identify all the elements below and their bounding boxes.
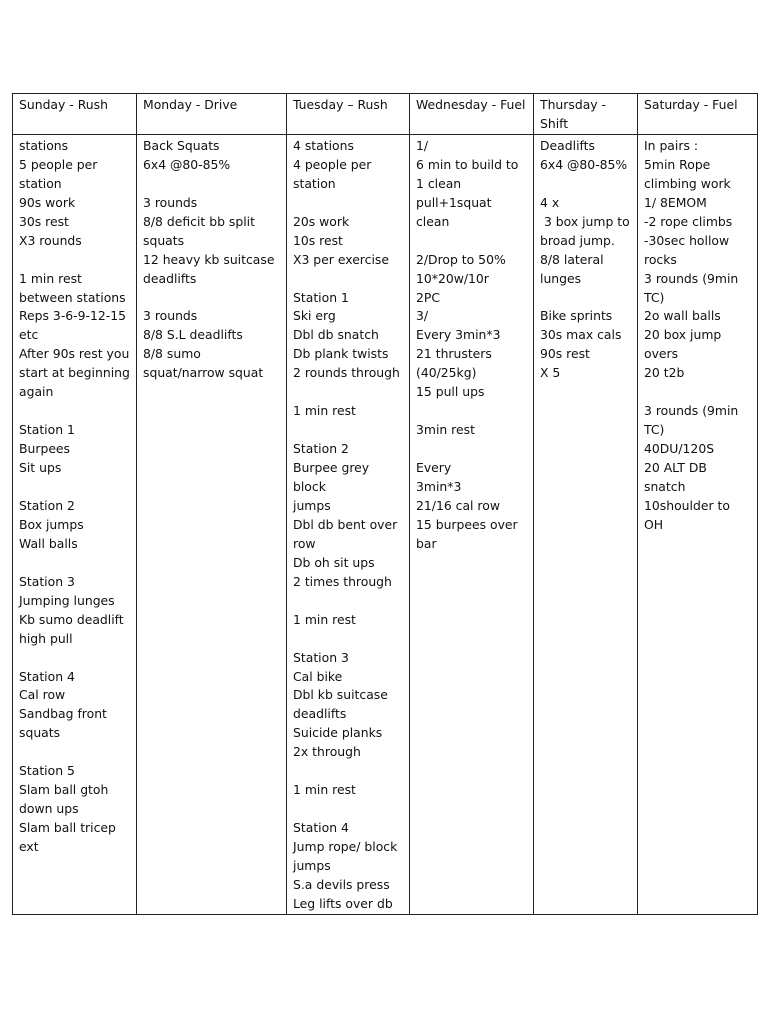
workout-line (19, 649, 130, 668)
workout-line (416, 440, 527, 459)
workout-line: ext (19, 839, 39, 855)
workout-line: Bike sprints (540, 308, 613, 324)
workout-line: Box jumps (19, 516, 84, 532)
workout-line: Deadlifts (540, 137, 595, 153)
header-sunday: Sunday - Rush (13, 94, 137, 135)
workout-line: Burpees (19, 441, 71, 457)
workout-line: 15 burpees over (416, 516, 518, 532)
workout-line (143, 175, 280, 194)
workout-line: 8/8 deficit bb split (143, 213, 255, 229)
workout-line: Kb sumo deadlift (19, 611, 124, 627)
workout-line: 2 times through (293, 573, 392, 589)
header-wednesday: Wednesday - Fuel (410, 94, 534, 135)
workout-line: Station 2 (19, 497, 75, 513)
workout-line: row (293, 535, 316, 551)
workout-line: Slam ball gtoh (19, 782, 109, 798)
workout-line: Ski erg (293, 308, 336, 324)
workout-line: 1 clean (416, 175, 462, 191)
workout-line: Db plank twists (293, 346, 389, 362)
workout-line: down ups (19, 801, 79, 817)
workout-line: 1 min rest (19, 270, 82, 286)
header-row (13, 94, 758, 135)
workout-line: climbing work (644, 175, 731, 191)
workout-line: Burpee grey block (293, 460, 374, 494)
workout-line (644, 383, 751, 402)
workout-line: deadlifts (143, 270, 197, 286)
workout-line: 3 rounds (9min (644, 403, 739, 419)
workout-line: 21 thrusters (416, 346, 492, 362)
workout-line: 3min rest (416, 422, 475, 438)
workout-line (293, 800, 403, 819)
workout-line: Cal row (19, 687, 66, 703)
workout-line: 2 rounds through (293, 365, 400, 381)
workout-line (293, 383, 403, 402)
workout-line (540, 175, 631, 194)
workout-line: 6x4 @80-85% (143, 156, 231, 172)
workout-line: 6 min to build to (416, 156, 519, 172)
workout-schedule-table (12, 93, 758, 915)
workout-line (416, 232, 527, 251)
workout-line: 8/8 S.L deadlifts (143, 327, 243, 343)
workout-line: 2/Drop to 50% (416, 251, 506, 267)
workout-line: TC) (644, 289, 665, 305)
workout-line: 20 ALT DB (644, 460, 707, 476)
workout-line: Leg lifts over db (293, 895, 393, 911)
workout-line: 2o wall balls (644, 308, 721, 324)
workout-line: 8/8 sumo (143, 346, 201, 362)
workout-line: high pull (19, 630, 73, 646)
workout-line: 30s max cals (540, 327, 622, 343)
workout-line: 20 t2b (644, 365, 685, 381)
workout-line: (40/25kg) (416, 365, 477, 381)
workout-line: station (19, 175, 62, 191)
workout-line: Dbl db snatch (293, 327, 379, 343)
workout-line: 3min*3 (416, 479, 462, 495)
workout-line: Dbl db bent over (293, 516, 398, 532)
workout-line: In pairs : (644, 137, 699, 153)
workout-line: Suicide planks (293, 725, 383, 741)
workout-line: 1 min rest (293, 782, 356, 798)
workout-line: etc (19, 327, 39, 343)
workout-line: again (19, 384, 54, 400)
workout-line: 4 stations (293, 137, 354, 153)
workout-line: 2PC (416, 289, 441, 305)
workout-line: 1 min rest (293, 611, 356, 627)
workout-line: squats (19, 725, 61, 741)
workout-line: overs (644, 346, 679, 362)
workout-line (293, 194, 403, 213)
workout-line: Station 2 (293, 441, 349, 457)
workout-line: 10*20w/10r (416, 270, 489, 286)
workout-line: After 90s rest you (19, 346, 130, 362)
workout-line: stations (19, 137, 69, 153)
workout-line: 20 box jump (644, 327, 722, 343)
workout-line: 5min Rope (644, 156, 711, 172)
workout-line (19, 251, 130, 270)
workout-line: 15 pull ups (416, 384, 485, 400)
workout-line: between stations (19, 289, 126, 305)
workout-line (540, 289, 631, 308)
workout-line: 3 rounds (143, 308, 198, 324)
workout-line: Station 1 (19, 422, 75, 438)
workout-line: 4 x (540, 194, 560, 210)
workout-line (19, 554, 130, 573)
workout-line: 3 rounds (9min (644, 270, 739, 286)
workout-line: 3/ (416, 308, 429, 324)
workout-line: 1/ (416, 137, 429, 153)
workout-line: 10shoulder to (644, 498, 730, 513)
tuesday-workout-cell (287, 134, 410, 914)
workout-line: Sit ups (19, 460, 62, 476)
thursday-workout-cell (534, 134, 638, 914)
workout-line: Jump rope/ block (293, 839, 398, 855)
workout-line: jumps (293, 497, 331, 513)
workout-line (19, 478, 130, 497)
workout-line: deadlifts (293, 706, 347, 722)
workout-line: Station 1 (293, 289, 349, 305)
workout-line: station (293, 175, 336, 191)
workout-line: 1/ 8EMOM (644, 194, 707, 210)
workout-line: 90s rest (540, 346, 590, 362)
workout-line: squat/narrow squat (143, 365, 264, 381)
workout-line (143, 289, 280, 308)
workout-line: 20s work (293, 213, 350, 229)
workout-line (293, 762, 403, 781)
workout-line: pull+1squat clean (416, 194, 496, 229)
workout-line: 8/8 lateral (540, 251, 604, 267)
workout-line: start at beginning (19, 365, 130, 381)
workout-line: Jumping lunges (19, 592, 115, 608)
workout-line: Back Squats (143, 137, 220, 153)
workout-line: 21/16 cal row (416, 497, 500, 513)
workout-line: 5 people per (19, 156, 98, 172)
workout-line: 1 min rest (293, 403, 356, 419)
workout-line: -2 rope climbs (644, 213, 733, 229)
workout-line: Station 5 (19, 763, 75, 779)
workout-line: 12 heavy kb suitcase (143, 251, 275, 267)
header-monday: Monday - Drive (137, 94, 287, 135)
workout-line: Reps 3-6-9-12-15 (19, 308, 127, 324)
workout-line: bar (416, 535, 437, 551)
workout-line (293, 421, 403, 440)
workout-line: X 5 (540, 365, 561, 381)
header-thursday: Thursday - Shift (534, 94, 638, 135)
header-saturday: Saturday - Fuel (638, 94, 758, 135)
workout-line (416, 402, 527, 421)
workout-line: Station 4 (293, 820, 349, 836)
workout-line: 3 box jump to (540, 213, 630, 229)
workout-line: TC) (644, 422, 665, 438)
workout-line (293, 592, 403, 611)
workout-line: 40DU/120S (644, 441, 715, 457)
workout-line: jumps (293, 858, 331, 873)
workout-line: 6x4 @80-85% (540, 156, 628, 172)
workout-line: rocks (644, 251, 677, 267)
workout-line: squats (143, 232, 185, 248)
workout-line: 10s rest (293, 232, 343, 248)
workout-line: Station 3 (19, 573, 75, 589)
workout-line: Station 3 (293, 649, 349, 665)
workout-line: broad jump. (540, 232, 615, 248)
workout-line: -30sec hollow (644, 232, 730, 248)
workout-line (293, 630, 403, 649)
workout-line: Station 4 (19, 668, 75, 684)
workout-line: 30s rest (19, 213, 69, 229)
workout-line: snatch (644, 479, 686, 495)
workout-line (293, 270, 403, 289)
wednesday-workout-cell (410, 134, 534, 914)
workout-line: Cal bike (293, 668, 343, 684)
content-row (13, 134, 758, 914)
workout-line: 90s work (19, 194, 76, 210)
workout-line (19, 402, 130, 421)
sunday-workout-cell (13, 134, 137, 914)
workout-line: 2x through (293, 744, 361, 760)
workout-line: 4 people per (293, 156, 372, 172)
workout-line: Every (416, 460, 452, 476)
workout-line: S.a devils press (293, 876, 390, 892)
workout-line: 3 rounds (143, 194, 198, 210)
workout-line: Wall balls (19, 535, 78, 551)
workout-line: Sandbag front (19, 706, 107, 722)
workout-line: Slam ball tricep (19, 820, 116, 836)
monday-workout-cell (137, 134, 287, 914)
workout-line: Db oh sit ups (293, 554, 375, 570)
workout-line: OH (644, 516, 664, 532)
header-tuesday: Tuesday – Rush (287, 94, 410, 135)
workout-line: X3 rounds (19, 232, 82, 248)
workout-line (19, 743, 130, 762)
workout-line: Dbl kb suitcase (293, 687, 388, 703)
workout-line: X3 per exercise (293, 251, 389, 267)
workout-line: lunges (540, 270, 582, 286)
saturday-workout-cell (638, 134, 758, 914)
workout-line: Every 3min*3 (416, 327, 501, 343)
